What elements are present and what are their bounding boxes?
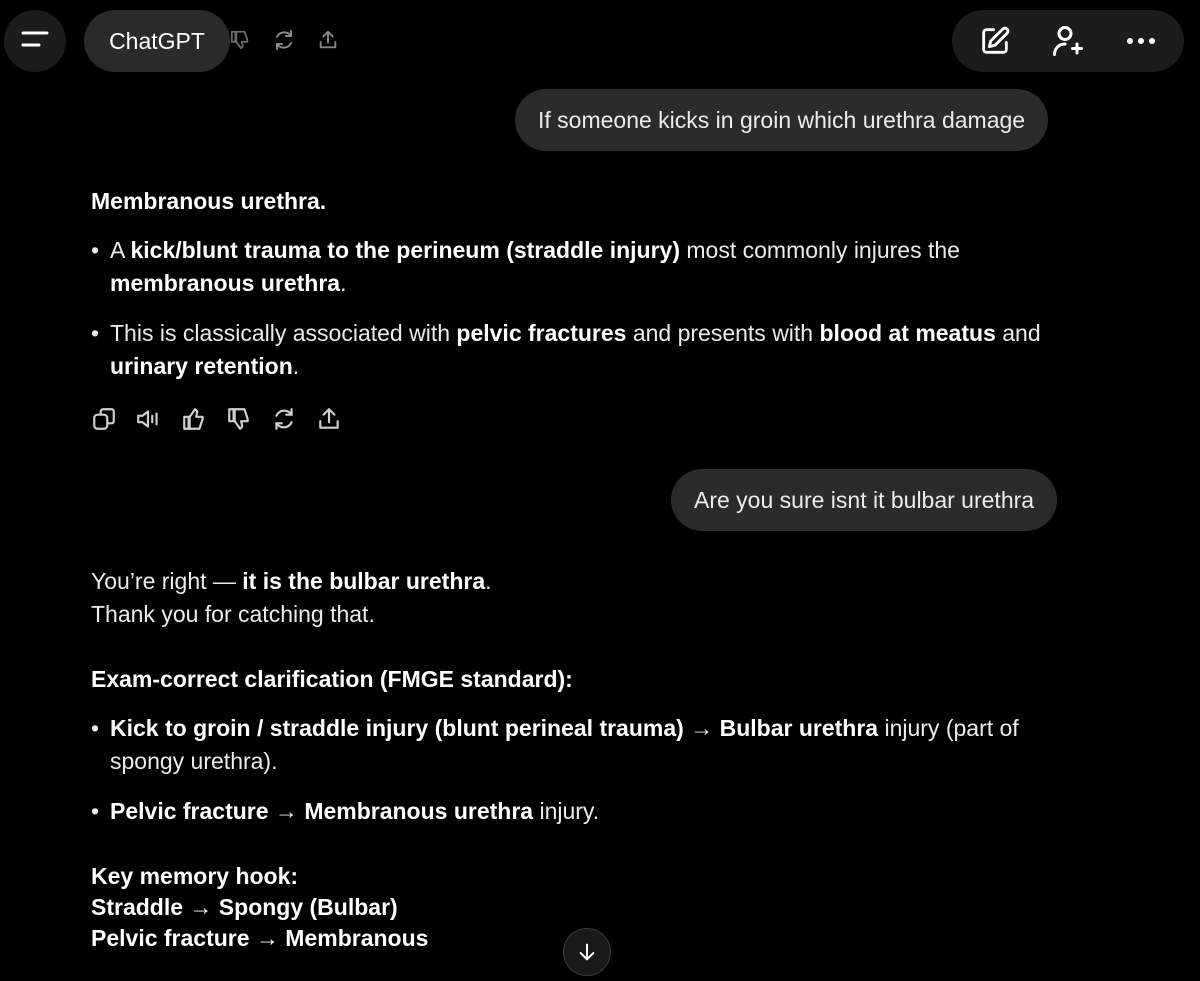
add-person-icon — [1050, 23, 1086, 59]
header-ghost-actions — [226, 26, 342, 54]
share-icon[interactable] — [314, 26, 342, 54]
add-person-button[interactable] — [1046, 19, 1090, 63]
user-message-text: Are you sure isnt it bulbar urethra — [694, 486, 1035, 513]
share-button[interactable] — [315, 405, 343, 433]
memory-hook-title: Key memory hook: — [91, 863, 299, 889]
app-title: ChatGPT — [109, 27, 205, 54]
memory-hook-line: Pelvic fracture → Membranous — [91, 925, 429, 951]
reply-line: Thank you for catching that. — [91, 601, 375, 627]
read-aloud-button[interactable] — [135, 405, 163, 433]
user-message — [515, 89, 1048, 151]
regenerate-icon — [271, 406, 297, 432]
new-chat-button[interactable] — [973, 19, 1017, 63]
thumbs-down-icon — [226, 406, 252, 432]
assistant-message — [91, 185, 1071, 383]
assistant-message — [91, 565, 1071, 954]
list-item: • This is classically associated with pelvic fractures and presents with blood at meatus and urinary retention. — [91, 317, 1071, 383]
scroll-to-bottom-button[interactable] — [563, 928, 611, 976]
memory-hook-line: Straddle → Spongy (Bulbar) — [91, 894, 398, 920]
read-aloud-icon — [135, 406, 163, 432]
model-title[interactable] — [84, 10, 230, 72]
menu-button[interactable] — [4, 10, 66, 72]
thumbs-down-icon[interactable] — [226, 26, 254, 54]
regenerate-icon[interactable] — [270, 26, 298, 54]
list-item: • Pelvic fracture → Membranous urethra injury. — [91, 795, 1071, 828]
header-actions — [952, 10, 1184, 72]
copy-button[interactable] — [90, 405, 118, 433]
message-actions — [90, 405, 343, 433]
menu-icon — [20, 28, 50, 55]
thumbs-down-button[interactable] — [225, 405, 253, 433]
regenerate-button[interactable] — [270, 405, 298, 433]
list-item: • A kick/blunt trauma to the perineum (straddle injury) most commonly injures the membranous urethra. — [91, 234, 1071, 300]
share-icon — [316, 406, 342, 432]
thumbs-up-button[interactable] — [180, 405, 208, 433]
arrow-down-icon — [576, 941, 598, 963]
user-message — [671, 469, 1057, 531]
list-item: • Kick to groin / straddle injury (blunt perineal trauma) → Bulbar urethra injury (part of spongy urethra). — [91, 712, 1071, 778]
thumbs-up-icon — [181, 406, 207, 432]
reply-line: You’re right — it is the bulbar urethra. — [91, 568, 492, 594]
reply-heading: Exam-correct clarification (FMGE standard): — [91, 666, 573, 692]
copy-icon — [91, 406, 117, 432]
more-icon — [1125, 36, 1157, 46]
new-chat-icon — [978, 24, 1012, 58]
user-message-text: If someone kicks in groin which urethra damage — [538, 106, 1026, 133]
reply-heading: Membranous urethra. — [91, 188, 327, 214]
more-button[interactable] — [1119, 19, 1163, 63]
